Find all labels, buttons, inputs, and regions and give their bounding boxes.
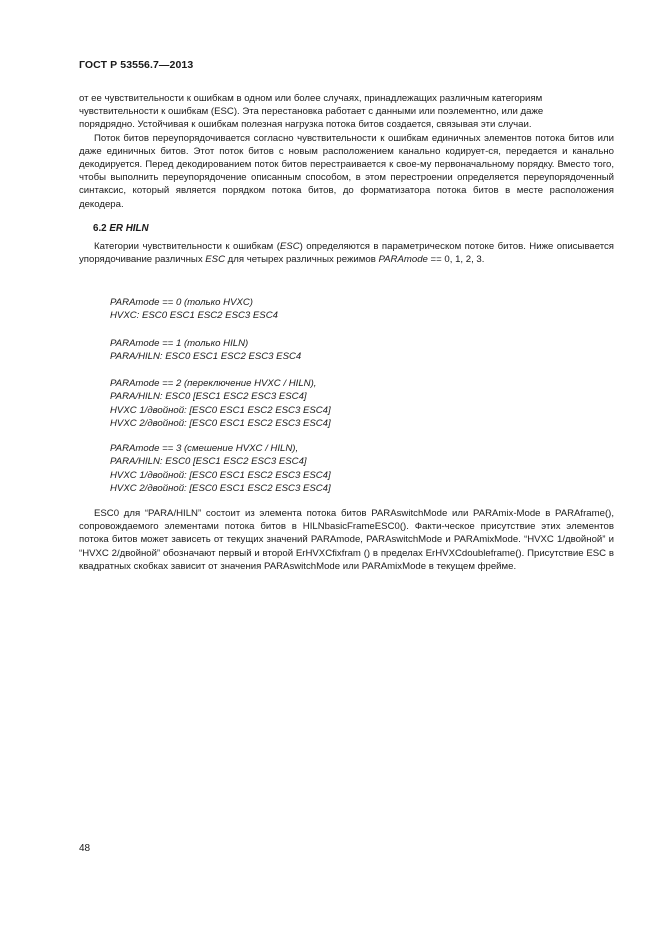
mode-line: PARAmode == 2 (переключение HVXC / HILN),: [110, 378, 317, 389]
section-number: 6.2: [93, 223, 107, 234]
mode-line: HVXC 1/двойной: [ESC0 ESC1 ESC2 ESC3 ESC4]: [110, 404, 331, 416]
mode-block-3: [110, 442, 331, 496]
paragraph-line: чувствительности к ошибкам (ESC). Эта перестановка работает с данными или поэлементно, или даже: [79, 106, 544, 118]
mode-block-0: [110, 296, 278, 323]
paragraph-line: от ее чувствительности к ошибкам в одном или более случаях, принадлежащих различным категориям: [79, 93, 543, 104]
section-title: ER HILN: [109, 223, 149, 234]
mode-block-1: [110, 337, 301, 364]
mode-line: PARA/HILN: ESC0 [ESC1 ESC2 ESC3 ESC4]: [110, 456, 307, 468]
paragraph-esc0-description: ESC0 для “PARA/HILN” состоит из элемента потока битов PARAswitchMode или PARAmix-Mode в PARAframe(), сопровождаемого элементами потока битов в HILNbasicFrameESC0(). Факти-ческое присутствие этих элементов потока битов может зависеть от текущих значений PARAmode, PARAswitchMode и PARAmixMode. “HVXC 1/двойной” и “HVXC 2/двойной” обозначают первый и второй ErHVXCfixfram () в пределах ErHVXCdoubleframe(). Присутствие ESC в квадратных скобках зависит от значения PARAswitchMode или PARAmixMode в текущем фрейме.: [79, 508, 614, 572]
mode-line: PARAmode == 3 (смешение HVXC / HILN),: [110, 443, 299, 454]
term-esc: ESC: [205, 254, 226, 266]
mode-line: PARA/HILN: ESC0 [ESC1 ESC2 ESC3 ESC4]: [110, 391, 307, 403]
text-fragment: == 0, 1, 2, 3.: [427, 254, 485, 266]
mode-line: PARA/HILN: ESC0 ESC1 ESC2 ESC3 ESC4: [110, 351, 302, 363]
paragraph-reordering: Поток битов переупорядочивается согласно чувствительности к ошибкам единичных элементов потока битов или даже единичных битов. Этот поток битов с новым расположением канально кодирует-ся, передается и канально декодируется. Перед декодированием поток битов перестраивается к свое-му первоначальному порядку. Вместо того, чтобы выполнить переупорядочение описанным способом, в этом перестроении определяется переупорядоченный синтаксис, который является порядком потока битов, до форматизатора потока битов в месте расположения декодера.: [79, 132, 614, 210]
paragraph-continuation: [79, 92, 614, 211]
text-fragment: ) определяются в параметрическом потоке битов. Ниже описывается упорядочивание различных: [79, 241, 614, 266]
mode-line: HVXC: ESC0 ESC1 ESC2 ESC3 ESC4: [110, 310, 278, 322]
mode-line: PARAmode == 1 (только HILN): [110, 338, 249, 349]
page-number: 48: [79, 843, 91, 854]
text-fragment: для четырех различных режимов: [225, 254, 379, 266]
paragraph-line: порядрядно. Устойчивая к ошибкам полезная нагрузка потока битов создается, связывая эти случаи.: [79, 119, 532, 131]
mode-line: PARAmode == 0 (только HVXC): [110, 297, 253, 308]
paragraph-esc-categories: [79, 240, 614, 266]
mode-block-2: [110, 377, 331, 431]
term-paramode: PARAmode: [378, 254, 428, 266]
term-esc: ESC: [279, 241, 300, 252]
mode-line: HVXC 2/двойной: [ESC0 ESC1 ESC2 ESC3 ESC4]: [110, 483, 331, 495]
mode-line: HVXC 2/двойной: [ESC0 ESC1 ESC2 ESC3 ESC4]: [110, 418, 331, 430]
text-fragment: Категории чувствительности к ошибкам (: [94, 241, 280, 252]
mode-line: HVXC 1/двойной: [ESC0 ESC1 ESC2 ESC3 ESC4]: [110, 469, 331, 481]
section-heading: [93, 223, 149, 234]
document-header: ГОСТ Р 53556.7—2013: [79, 59, 194, 71]
